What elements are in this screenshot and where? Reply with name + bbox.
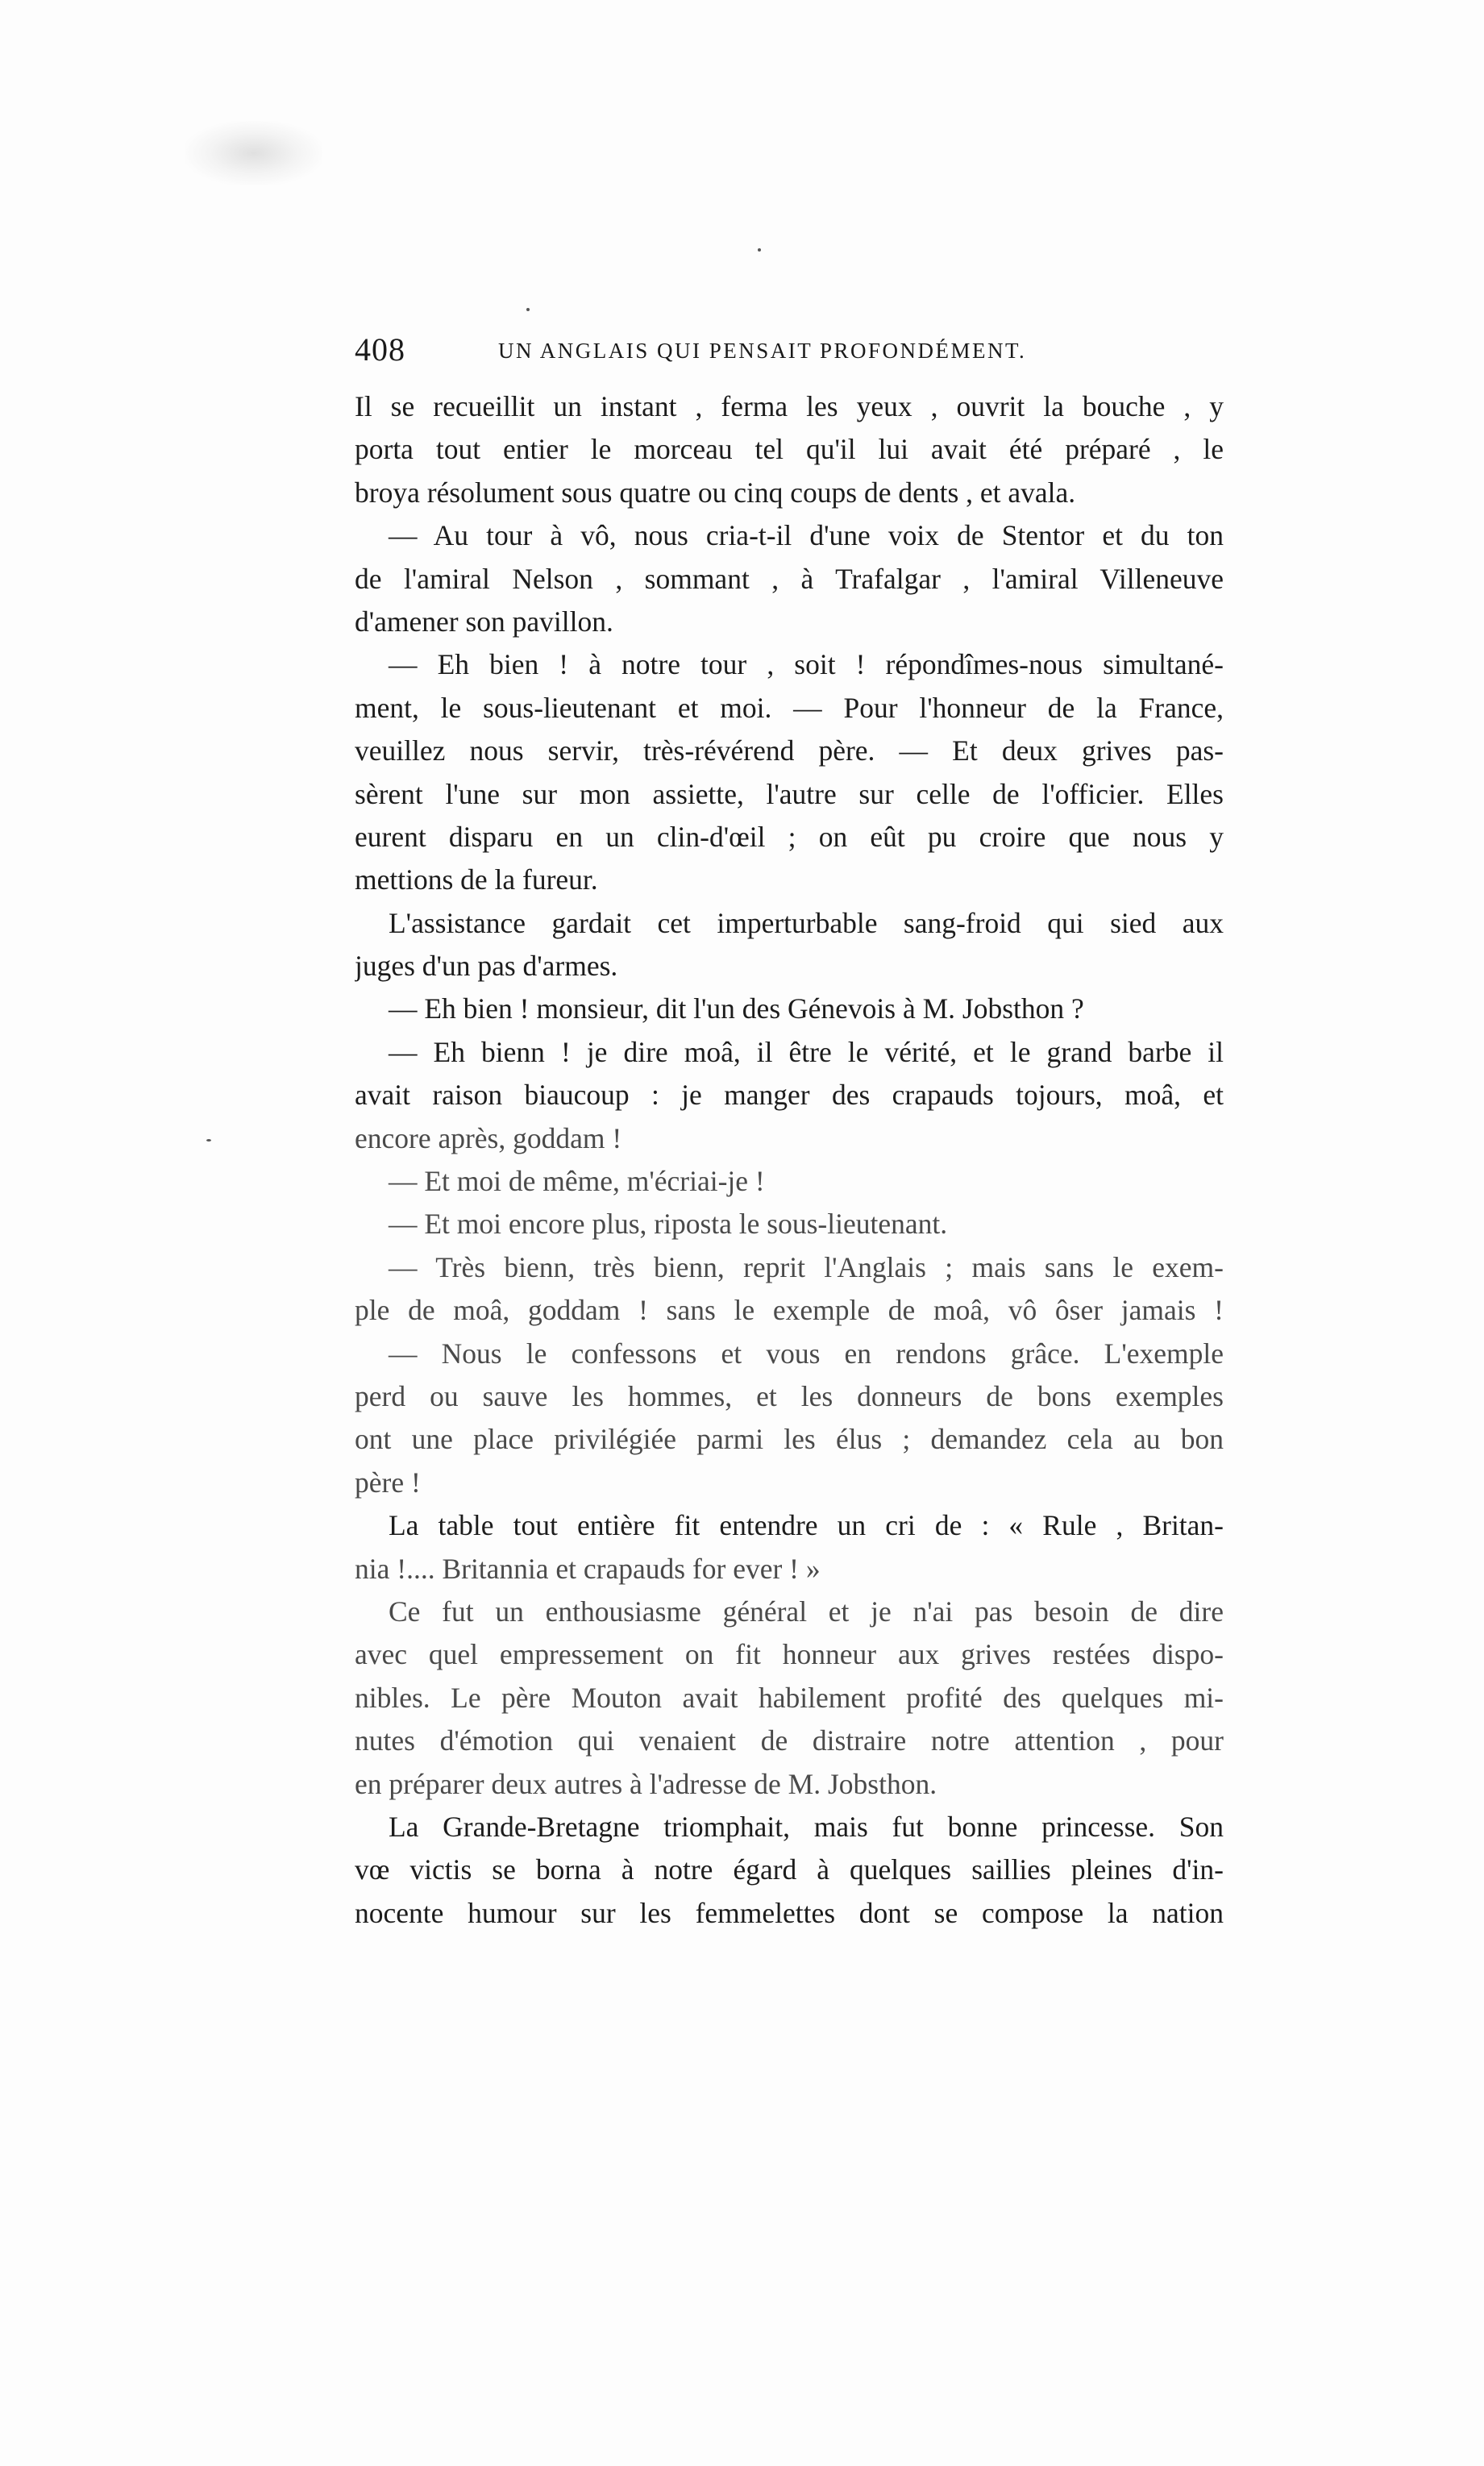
text-line: nibles. Le père Mouton avait habilement profité des quelques mi- (355, 1681, 1224, 1714)
text-line: — Eh bien ! monsieur, dit l'un des Génevois à M. Jobsthon ? (389, 992, 1084, 1025)
text-line: avait raison biaucoup : je manger des crapauds tojours, moâ, et (355, 1079, 1224, 1112)
text-line: eurent disparu en un clin-d'œil ; on eût pu croire que nous y (355, 820, 1224, 853)
text-line: L'assistance gardait cet imperturbable sang-froid qui sied aux (389, 906, 1224, 939)
text-line: d'amener son pavillon. (355, 605, 613, 638)
text-line: nia !.... Britannia et crapauds for ever ! » (355, 1552, 821, 1585)
text-line: — Et moi de même, m'écriai-je ! (389, 1165, 765, 1198)
text-line: avec quel empressement on fit honneur aux grives restées dispo- (355, 1638, 1224, 1671)
text-line: ment, le sous-lieutenant et moi. — Pour l'honneur de la France, (355, 691, 1224, 724)
text-line: mettions de la fureur. (355, 863, 598, 896)
text-line: nocente humour sur les femmelettes dont se compose la nation (355, 1896, 1224, 1929)
text-line: en préparer deux autres à l'adresse de M. Jobsthon. (355, 1767, 937, 1800)
text-line: vœ victis se borna à notre égard à quelques saillies pleines d'in- (355, 1853, 1224, 1886)
page-header (355, 331, 1225, 376)
page-number: 408 (355, 331, 405, 368)
text-line: La table tout entière fit entendre un cri de : « Rule , Britan- (389, 1509, 1224, 1542)
text-line: ont une place privilégiée parmi les élus ; demandez cela au bon (355, 1423, 1224, 1456)
text-line: père ! (355, 1466, 421, 1499)
text-line: veuillez nous servir, très-révérend père. — Et deux grives pas- (355, 734, 1224, 767)
text-line: perd ou sauve les hommes, et les donneurs de bons exemples (355, 1379, 1224, 1412)
text-line: porta tout entier le morceau tel qu'il lui avait été préparé , le (355, 433, 1224, 466)
text-line: — Eh bien ! à notre tour , soit ! répondîmes-nous simultané- (389, 648, 1224, 681)
text-line: de l'amiral Nelson , sommant , à Trafalgar , l'amiral Villeneuve (355, 562, 1224, 595)
paper-stain (185, 121, 322, 185)
body-text (355, 385, 1224, 1935)
text-line: juges d'un pas d'armes. (355, 950, 618, 983)
text-line: encore après, goddam ! (355, 1121, 622, 1154)
ink-speck (526, 308, 530, 311)
text-line: — Au tour à vô, nous cria-t-il d'une voix de Stentor et du ton (389, 519, 1224, 552)
ink-speck (758, 248, 761, 252)
text-line: — Et moi encore plus, riposta le sous-lieutenant. (389, 1208, 948, 1241)
text-line: — Eh bienn ! je dire moâ, il être le vérité, et le grand barbe il (389, 1035, 1224, 1068)
text-line: ple de moâ, goddam ! sans le exemple de moâ, vô ôser jamais ! (355, 1294, 1224, 1327)
text-line: La Grande-Bretagne triomphait, mais fut bonne princesse. Son (389, 1810, 1224, 1843)
text-line: Il se recueillit un instant , ferma les yeux , ouvrit la bouche , y (355, 390, 1224, 422)
text-line: — Très bienn, très bienn, reprit l'Anglais ; mais sans le exem- (389, 1250, 1224, 1283)
text-line: sèrent l'une sur mon assiette, l'autre sur celle de l'officier. Elles (355, 777, 1224, 810)
text-line: — Nous le confessons et vous en rendons grâce. L'exemple (389, 1337, 1224, 1370)
text-line: Ce fut un enthousiasme général et je n'ai pas besoin de dire (389, 1595, 1224, 1628)
text-line: nutes d'émotion qui venaient de distraire notre attention , pour (355, 1724, 1224, 1757)
ink-speck (206, 1139, 211, 1142)
running-title: UN ANGLAIS QUI PENSAIT PROFONDÉMENT. (498, 339, 1027, 363)
text-line: broya résolument sous quatre ou cinq coups de dents , et avala. (355, 476, 1076, 509)
